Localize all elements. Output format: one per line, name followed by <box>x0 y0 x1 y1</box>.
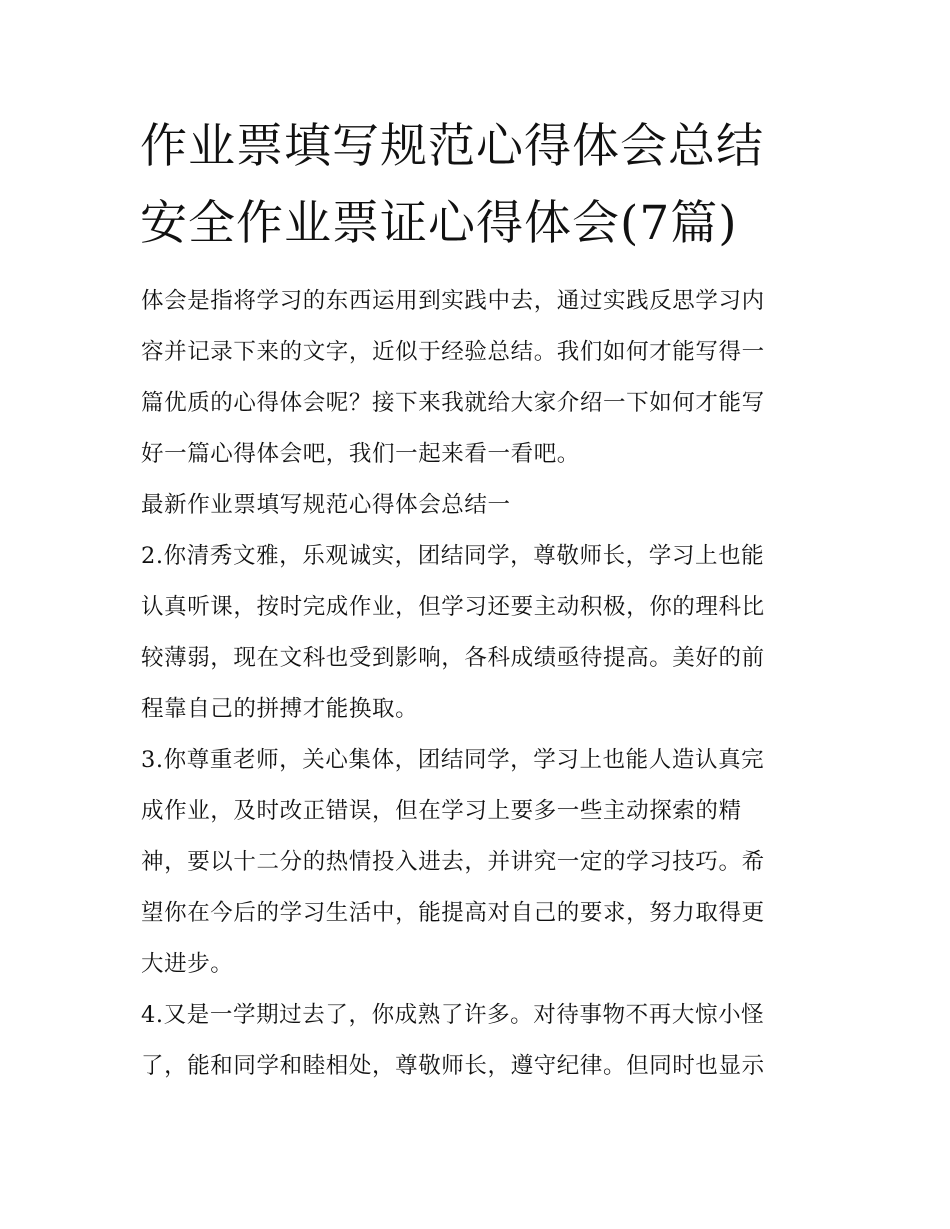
body-line: 容并记录下来的文字，近似于经验总结。我们如何才能写得一 <box>141 339 765 365</box>
body-line: 神，要以十二分的热情投入进去，并讲究一定的学习技巧。希 <box>141 849 765 875</box>
title-line: 作业票填写规范心得体会总结 <box>140 119 764 174</box>
title-line: 安全作业票证心得体会(7篇) <box>140 196 738 251</box>
document-body <box>141 276 813 1092</box>
body-line: 4.又是一学期过去了，你成熟了许多。对待事物不再大惊小怪 <box>141 1002 765 1028</box>
body-line: 篇优质的心得体会呢？接下来我就给大家介绍一下如何才能写 <box>141 390 765 416</box>
body-line: 认真听课，按时完成作业，但学习还要主动积极，你的理科比 <box>141 594 765 620</box>
body-line: 体会是指将学习的东西运用到实践中去，通过实践反思学习内 <box>141 288 765 314</box>
document-title <box>140 108 820 262</box>
body-line: 望你在今后的学习生活中，能提高对自己的要求，努力取得更 <box>141 900 765 926</box>
body-line: 好一篇心得体会吧，我们一起来看一看吧。 <box>141 441 580 467</box>
body-line: 较薄弱，现在文科也受到影响，各科成绩亟待提高。美好的前 <box>141 645 765 671</box>
body-line: 程靠自己的拼搏才能换取。 <box>141 696 419 722</box>
body-line: 大进步。 <box>141 951 234 977</box>
body-line: 了，能和同学和睦相处，尊敬师长，遵守纪律。但同时也显示 <box>141 1053 765 1079</box>
body-line: 2.你清秀文雅，乐观诚实，团结同学，尊敬师长，学习上也能 <box>141 543 765 569</box>
body-line: 成作业，及时改正错误，但在学习上要多一些主动探索的精 <box>141 798 742 824</box>
body-line: 3.你尊重老师，关心集体，团结同学，学习上也能人造认真完 <box>141 747 765 773</box>
section-heading: 最新作业票填写规范心得体会总结一 <box>141 492 511 518</box>
